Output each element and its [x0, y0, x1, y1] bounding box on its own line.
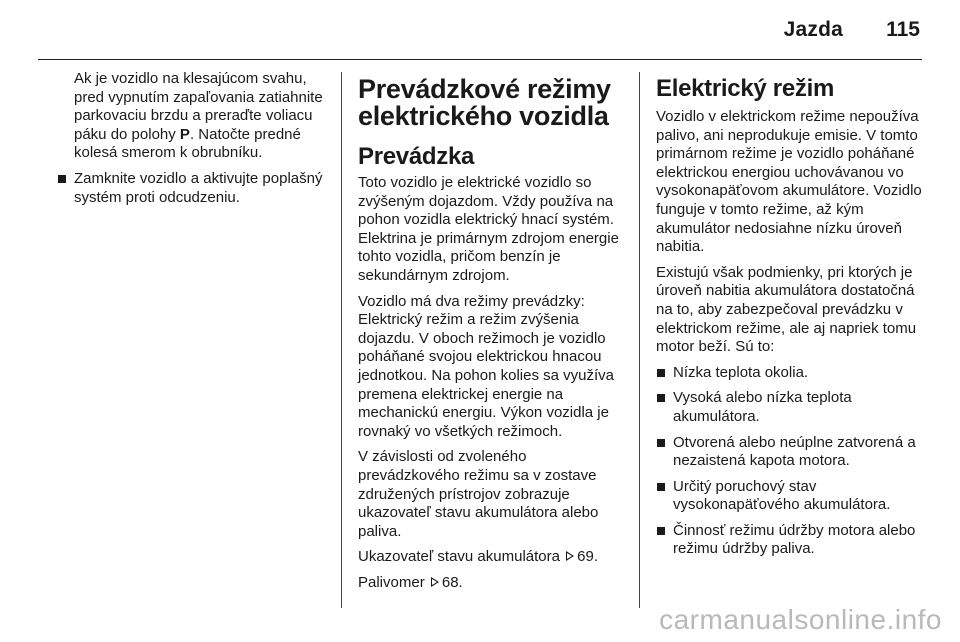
column-divider-1	[341, 72, 342, 608]
bullet-square-icon	[657, 527, 665, 535]
page-reference-icon	[431, 577, 439, 587]
list-item: Zamknite vozidlo a aktivujte poplašný systém proti odcudzeniu.	[57, 170, 329, 207]
cross-reference[interactable]: Palivomer 68.	[358, 573, 463, 591]
list-item: Činnosť režimu údržby motora alebo režimu údržby paliva.	[656, 522, 928, 559]
paragraph: Existujú však podmienky, pri ktorých je úroveň nabitia akumulátora dostatočná na to, aby zabezpečoval prevádzku v elektrickom režime, ale aj napriek tomu motor beží. Sú to:	[656, 263, 917, 356]
page-header	[0, 0, 960, 60]
paragraph: Toto vozidlo je elektrické vozidlo so zvýšeným dojazdom. Vždy používa na pohon vozidla elektrický hnací systém. Elektrina je primárnym zdrojom energie tohto vozidla, pričom benzín je sekundárnym zdrojom.	[358, 174, 619, 284]
column-2	[358, 70, 630, 599]
paragraph: V závislosti od zvoleného prevádzkového režimu sa v zostave združených prístrojov zobrazuje ukazovateľ stavu akumulátora alebo paliva.	[358, 448, 599, 540]
paragraph: Vozidlo má dva režimy prevádzky: Elektrický režim a režim zvýšenia dojazdu. V oboch režimoch je vozidlo poháňané svojou elektrickou hnacou jednotkou. Na pohon kolies sa využíva premena elektrickej energie na mechanickú energiu. Výkon vozidla je rovnaký vo všetkých režimoch.	[358, 292, 614, 440]
list-item: Vysoká alebo nízka teplota akumulátora.	[656, 389, 928, 426]
subsection-heading: Elektrický režim	[656, 75, 834, 102]
chapter-title: Jazda	[783, 18, 843, 41]
column-1	[57, 70, 329, 214]
gear-position-p: P	[179, 125, 190, 143]
cross-reference[interactable]: Ukazovateľ stavu akumulátora 69.	[358, 548, 599, 566]
subsection-heading: Prevádzka	[358, 143, 475, 170]
continued-paragraph: Ak je vozidlo na klesajúcom svahu, pred vypnutím zapaľovania zatiahnite parkovaciu brzdu a preraďte voliacu páku do polohy P. Natočte predné kolesá smerom k obrubníku.	[74, 70, 323, 162]
page-reference-icon	[566, 551, 574, 561]
header-rule	[38, 59, 922, 60]
bullet-square-icon	[657, 394, 665, 402]
bullet-square-icon	[58, 175, 66, 183]
list-item: Otvorená alebo neúplne zatvorená a nezaistená kapota motora.	[656, 434, 928, 471]
list-item: Nízka teplota okolia.	[656, 364, 928, 383]
column-3	[656, 70, 928, 566]
bullet-square-icon	[657, 439, 665, 447]
bullet-list	[57, 170, 329, 207]
watermark: carmanualsonline.info	[659, 604, 942, 635]
bullet-square-icon	[657, 369, 665, 377]
bullet-list	[656, 364, 928, 559]
paragraph: Vozidlo v elektrickom režime nepoužíva palivo, ani neprodukuje emisie. V tomto primárnom režime je vozidlo poháňané elektrickou energiou uchovávanou vo vysokonapäťovom akumulátore. Vozidlo funguje v tomto režime, až kým akumulátor nedosiahne nízku úroveň nabitia.	[656, 108, 922, 256]
bullet-square-icon	[657, 483, 665, 491]
page-number: 115	[886, 18, 920, 41]
list-item: Určitý poruchový stav vysokonapäťového akumulátora.	[656, 478, 928, 515]
column-divider-2	[639, 72, 640, 608]
section-heading: Prevádzkové režimy elektrického vozidla	[358, 74, 611, 131]
